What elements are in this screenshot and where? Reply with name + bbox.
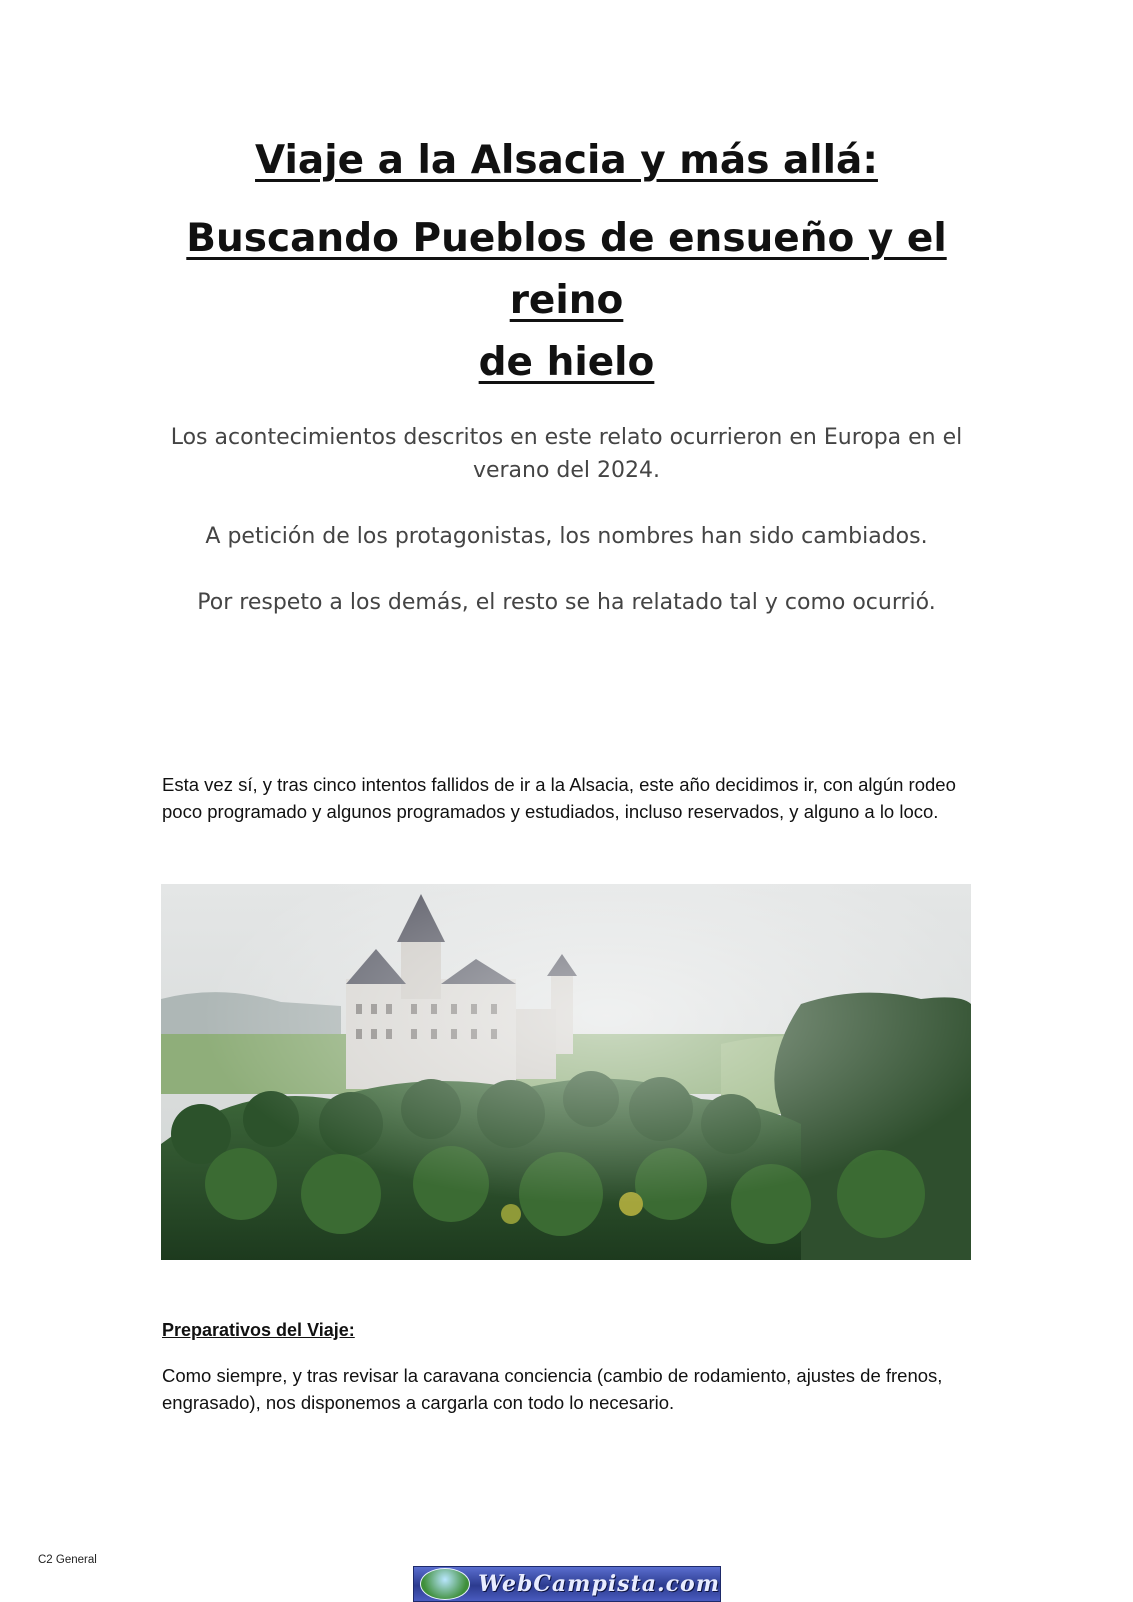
document-title-line2: Buscando Pueblos de ensueño y el reino de hielo [186, 216, 947, 385]
document-title-line1: Viaje a la Alsacia y más allá: [255, 138, 878, 183]
logo-text: WebCampista.com [478, 1571, 720, 1597]
intro-paragraph-1: Los acontecimientos descritos en este relato ocurrieron en Europa en el verano del 2024. [170, 425, 963, 483]
classification-label: C2 General [38, 1554, 97, 1566]
section-heading-preparativos: Preparativos del Viaje: [162, 1320, 355, 1340]
webcampista-logo [413, 1566, 721, 1602]
body-paragraph-1: Esta vez sí, y tras cinco intentos fallidos de ir a la Alsacia, este año decidimos ir, con algún rodeo poco programado y algunos programados y estudiados, incluso reservados, y alguno a lo loco. [162, 774, 956, 822]
body-paragraph-2: Como siempre, y tras revisar la caravana conciencia (cambio de rodamiento, ajustes de frenos, engrasado), nos disponemos a cargarla con todo lo necesario. [162, 1365, 943, 1413]
logo-badge-icon [420, 1568, 470, 1600]
intro-paragraph-2: A petición de los protagonistas, los nombres han sido cambiados. [205, 524, 928, 549]
intro-paragraph-3: Por respeto a los demás, el resto se ha relatado tal y como ocurrió. [197, 590, 936, 615]
castle-photo [161, 884, 971, 1260]
